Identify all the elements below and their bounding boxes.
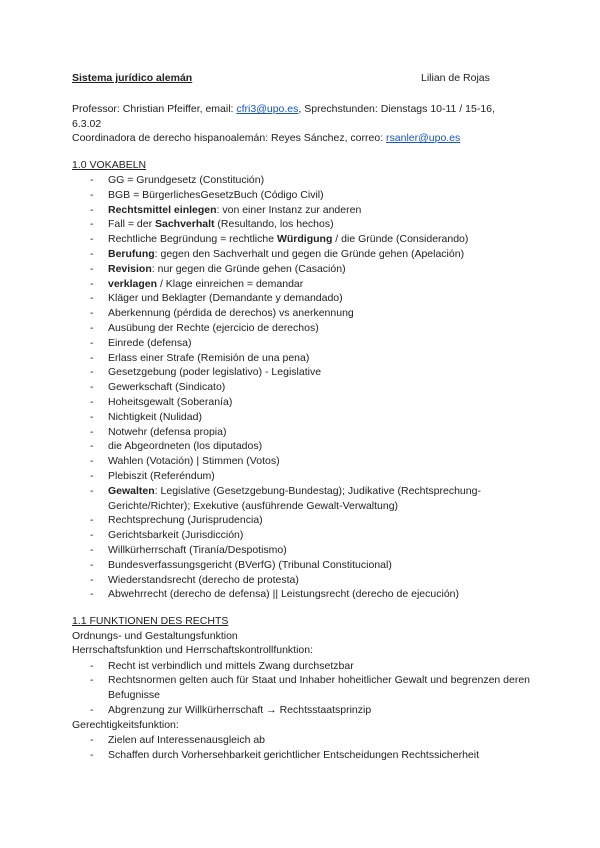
vocab-item: - Gewalten: Legislative (Gesetzgebung-Bundestag); Judikative (Rechtsprechung-Gerichte/Richter); Exekutive (ausführende Gewalt-Verwaltung) xyxy=(72,484,532,514)
vocab-item: - verklagen / Klage einreichen = demandar xyxy=(72,277,532,292)
coordinadora-info: Coordinadora de derecho hispanoalemán: Reyes Sánchez, correo: rsanler@upo.es xyxy=(72,132,461,144)
vocab-item: - Einrede (defensa) xyxy=(72,336,532,351)
vocab-item: - Gesetzgebung (poder legislativo) - Legislative xyxy=(72,365,532,380)
vocab-item: - die Abgeordneten (los diputados) xyxy=(72,439,532,454)
vocab-item: - Aberkennung (pérdida de derechos) vs anerkennung xyxy=(72,306,532,321)
vocab-item: - Rechtsmittel einlegen: von einer Instanz zur anderen xyxy=(72,203,532,218)
vocab-item: - Revision: nur gegen die Gründe gehen (Casación) xyxy=(72,262,532,277)
vocab-item: - Abwehrrecht (derecho de defensa) || Leistungsrecht (derecho de ejecución) xyxy=(72,587,532,602)
professor-email-link[interactable]: cfri3@upo.es xyxy=(236,103,299,115)
herrschaft-list xyxy=(72,659,532,718)
vocab-item: - Wahlen (Votación) | Stimmen (Votos) xyxy=(72,454,532,469)
vocab-item: - Fall = der Sachverhalt (Resultando, los hechos) xyxy=(72,217,532,232)
funktion-gerechtigkeit: Gerechtigkeitsfunktion: xyxy=(72,718,179,731)
gerechtigkeit-list xyxy=(72,733,532,763)
vocab-item: - Berufung: gegen den Sachverhalt und gegen die Gründe gehen (Apelación) xyxy=(72,247,532,262)
professor-info-cont: 6.3.02 xyxy=(72,117,102,130)
section-heading-vokabeln: 1.0 VOKABELN xyxy=(72,158,147,171)
list-item: - Zielen auf Interessenausgleich ab xyxy=(72,733,532,748)
list-item: - Rechtsnormen gelten auch für Staat und Inhaber hoheitlicher Gewalt und begrenzen deren Befugnisse xyxy=(72,673,532,703)
vocab-item: - Kläger und Beklagter (Demandante y demandado) xyxy=(72,291,532,306)
funktion-ordnung: Ordnungs- und Gestaltungsfunktion xyxy=(72,629,238,642)
vocab-item: - Bundesverfassungsgericht (BVerfG) (Tribunal Constitucional) xyxy=(72,558,532,573)
professor-info: Professor: Christian Pfeiffer, email: cfri3@upo.es, Sprechstunden: Dienstags 10-11 / 15-16, xyxy=(72,103,495,115)
section-heading-funktionen: 1.1 FUNKTIONEN DES RECHTS xyxy=(72,615,229,628)
list-item: - Schaffen durch Vorhersehbarkeit gerichtlicher Entscheidungen Rechtssicherheit xyxy=(72,748,532,763)
document-title: Sistema jurídico alemán xyxy=(72,72,193,84)
list-item: - Recht ist verbindlich und mittels Zwang durchsetzbar xyxy=(72,659,532,674)
vocab-item: - Nichtigkeit (Nulidad) xyxy=(72,410,532,425)
vocab-item: - Rechtliche Begründung = rechtliche Würdigung / die Gründe (Considerando) xyxy=(72,232,532,247)
author-name: Lilian de Rojas xyxy=(421,72,490,84)
vocab-item: - Hoheitsgewalt (Soberanía) xyxy=(72,395,532,410)
funktion-herrschaft: Herrschaftsfunktion und Herrschaftskontrollfunktion: xyxy=(72,644,314,657)
coordinadora-email-link[interactable]: rsanler@upo.es xyxy=(386,132,461,144)
vocab-item: - Gerichtsbarkeit (Jurisdicción) xyxy=(72,528,532,543)
vokabeln-list xyxy=(72,173,532,602)
vocab-item: - Plebiszit (Referéndum) xyxy=(72,469,532,484)
vocab-item: - Ausübung der Rechte (ejercicio de derechos) xyxy=(72,321,532,336)
list-item: - Abgrenzung zur Willkürherrschaft → Rechtsstaatsprinzip xyxy=(72,703,532,718)
vocab-item: - GG = Grundgesetz (Constitución) xyxy=(72,173,532,188)
vocab-item: - Gewerkschaft (Sindicato) xyxy=(72,380,532,395)
vocab-item: - Erlass einer Strafe (Remisión de una pena) xyxy=(72,351,532,366)
vocab-item: - Wiederstandsrecht (derecho de protesta) xyxy=(72,573,532,588)
header xyxy=(72,72,532,86)
vocab-item: - Willkürherrschaft (Tiranía/Despotismo) xyxy=(72,543,532,558)
document-page xyxy=(72,72,532,763)
vocab-item: - Rechtsprechung (Jurisprudencia) xyxy=(72,513,532,528)
vocab-item: - Notwehr (defensa propia) xyxy=(72,425,532,440)
vocab-item: - BGB = BürgerlichesGesetzBuch (Código Civil) xyxy=(72,188,532,203)
